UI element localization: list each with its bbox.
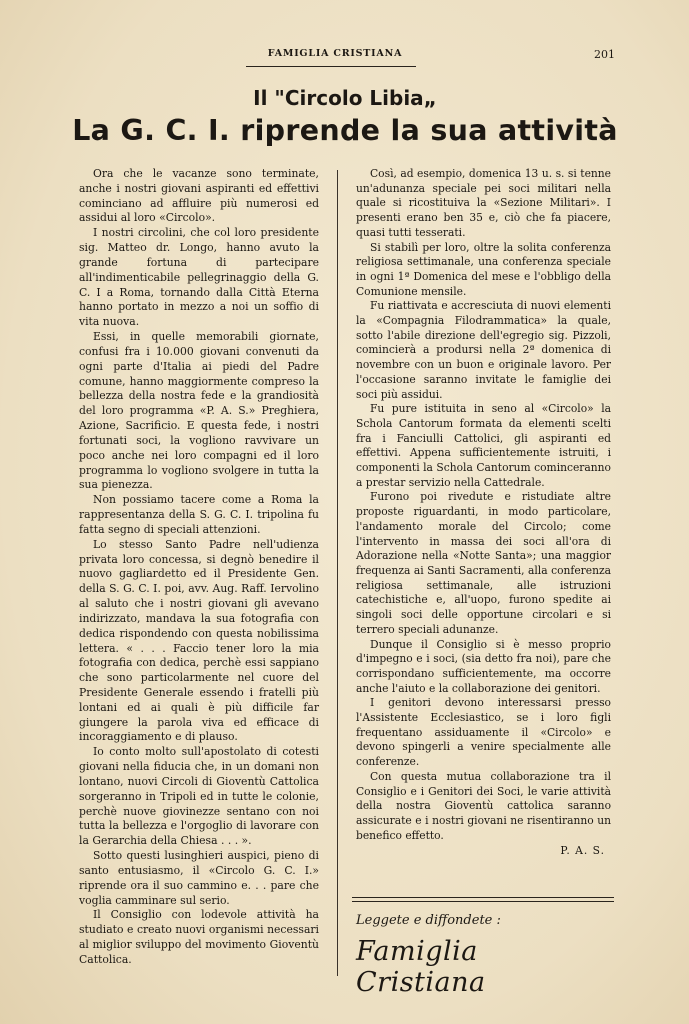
header-rule (246, 66, 416, 67)
paragraph: Così, ad esempio, domenica 13 u. s. si tenne un'adunanza speciale pei soci militari nella quale si ricostituiva la «Sezione Militari». I presenti erano ben 35 e, ciò che fa piacere, quasi tutti tesserati. (356, 167, 611, 239)
article-headline: La G. C. I. riprende la sua attività (72, 114, 618, 147)
advert-label: Leggete e diffondete : (356, 913, 501, 928)
paragraph: Ora che le vacanze sono terminate, anche i nostri giovani aspiranti ed effettivi cominciano ad affluire più numerosi ed assidui al loro «Circolo». (79, 167, 319, 225)
paragraph: Furono poi rivedute e ristudiate altre proposte riguardanti, in modo particolare, l'andamento morale del Circolo; come l'intervento in massa dei soci all'ora di Adorazione nella «Notte Santa»; una maggior frequenza ai Santi Sacramenti, alla conferenza religiosa settimanale, alle istruzioni catechistiche e, all'uopo, furono spedite ai singoli soci delle opportune circolari e si terrero speciali adunanze. (356, 490, 611, 636)
advert-rule (352, 897, 614, 898)
paragraph: Con questa mutua collaborazione tra il Consiglio e i Genitori dei Soci, le varie attività della nostra Gioventù cattolica saranno assicurate e i nostri giovani ne risentiranno un benefico effetto. (356, 769, 611, 842)
paragraph: Il Consiglio con lodevole attività ha studiato e creato nuovi organismi necessari al miglior sviluppo del movimento Gioventù Cattolica. (79, 908, 319, 966)
paragraph: Sotto questi lusinghieri auspici, pieno di santo entusiasmo, il «Circolo G. C. I.» riprende ora il suo cammino e. . . pare che voglia camminare sul serio. (79, 849, 319, 907)
running-head (0, 48, 689, 64)
paragraph: Fu pure istituita in seno al «Circolo» la Schola Cantorum formata da elementi scelti fra i Fanciulli Cattolici, gli aspiranti ed effettivi. Appena sufficientemente istruiti, i componenti la Schola Cantorum cominceranno a prestar servizio nella Cattedrale. (356, 402, 611, 489)
article-signature: P. A. S. (560, 844, 605, 858)
publication-name: FAMIGLIA CRISTIANA (267, 48, 403, 59)
column-divider (337, 170, 338, 976)
article-column-left (79, 167, 319, 968)
paragraph: I nostri circolini, che col loro presidente sig. Matteo dr. Longo, hanno avuto la grande fortuna di partecipare all'indimenticabile pellegrinaggio della G. C. I a Roma, tornando dalla Città Eterna hanno portato in mezzo a noi un soffio di vita nuova. (79, 226, 319, 329)
advert-rule (352, 901, 614, 902)
paragraph: Fu riattivata e accresciuta di nuovi elementi la «Compagnia Filodrammatica» la quale, sotto l'abile direzione dell'egregio sig. Pizzoli, comincierà a prodursi nella 2ª domenica di novembre con un buon e originale lavoro. Per l'occasione saranno invitate le famiglie dei soci più assidui. (356, 299, 611, 401)
page-number: 201 (594, 48, 615, 61)
paragraph: Dunque il Consiglio si è messo proprio d'impegno e i soci, (sia detto fra noi), pare che corrispondano sufficientemente, ma occorre anche l'aiuto e la collaborazione dei genitori. (356, 637, 611, 695)
article-column-right (356, 167, 611, 859)
advert-title: Famiglia Cristiana (356, 936, 486, 998)
paragraph: Essi, in quelle memorabili giornate, confusi fra i 10.000 giovani convenuti da ogni parte d'Italia ai piedi del Padre comune, hanno maggiormente compreso la bellezza della nostra fede e la grandiosità del loro programma «P. A. S.» Preghiera, Azione, Sacrificio. E questa fede, i nostri fortunati soci, la vogliono ravvivare un poco anche nei loro compagni ed il loro programma lo vogliono svolgere in tutta la sua pienezza. (79, 330, 319, 492)
paragraph: I genitori devono interessarsi presso l'Assistente Ecclesiastico, se i loro figli frequentano assiduamente il «Circolo» e devono spingerli a venire specialmente alle conferenze. (356, 696, 611, 769)
paragraph: Non possiamo tacere come a Roma la rappresentanza della S. G. C. I. tripolina fu fatta segno di speciali attenzioni. (79, 493, 319, 536)
paragraph: Si stabilì per loro, oltre la solita conferenza religiosa settimanale, una conferenza speciale in ogni 1ª Domenica del mese e l'obbligo della Comunione mensile. (356, 240, 611, 298)
paragraph: Io conto molto sull'apostolato di cotesti giovani nella fiducia che, in un domani non lontano, nuovi Circoli di Gioventù Cattolica sorgeranno in Tripoli ed in tutte le colonie, perchè nuove giovinezze sentano con noi tutta la bellezza e l'orgoglio di lavorare con la Gerarchia della Chiesa . . . ». (79, 745, 319, 848)
paragraph: Lo stesso Santo Padre nell'udienza privata loro concessa, si degnò benedire il nuovo gagliardetto ed il Presidente Gen. della S. G. C. I. poi, avv. Aug. Raff. Iervolino al saluto che i nostri giovani gli avevano indirizzato, mandava la sua fotografia con dedica rispondendo con questa nobilissima lettera. « . . . Faccio tener loro la mia fotografia con dedica, perchè essi sappiano che sono particolarmente nel cuore del Presidente Generale essendo i fratelli più lontani ed ai quali è più difficile far giungere la parola viva ed efficace di incoraggiamento e di plauso. (79, 537, 319, 744)
article-kicker: Il "Circolo Libia„ (253, 86, 437, 110)
